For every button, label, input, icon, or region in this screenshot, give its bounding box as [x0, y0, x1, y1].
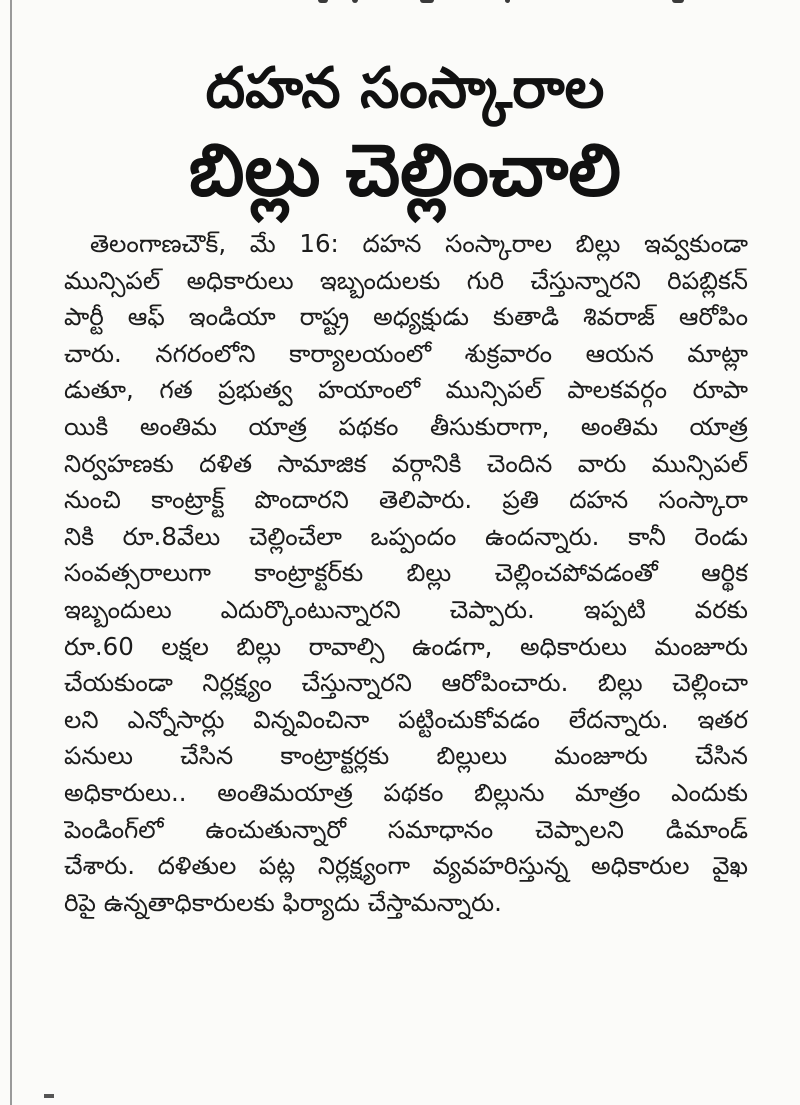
headline-line-2: బిల్లు చెల్లించాలి: [188, 128, 622, 212]
article-line: రిపై ఉన్నతాధికారులకు ఫిర్యాదు చేస్తామన్నారు.: [64, 887, 502, 917]
article-line: అధికారులు.. అంతిమయాత్ర పథకం బిల్లును మాత్రం ఎందుకు: [64, 777, 748, 807]
article-line: సంవత్సరాలుగా కాంట్రాక్టర్‌కు బిల్లు చెల్లించపోవడంతో ఆర్థిక: [64, 558, 748, 588]
article-line: నిర్వహణకు దళిత సామాజిక వర్గానికి చెందిన వారు మున్సిపల్: [64, 448, 748, 478]
article-line: పార్టీ ఆఫ్ ఇండియా రాష్ట్ర అధ్యక్షుడు కుతాడి శివరాజ్ ఆరోపిం: [64, 302, 748, 332]
cropped-next-content-fragment: [44, 1094, 54, 1098]
article-line: యికి అంతిమ యాత్ర పథకం తీసుకురాగా, అంతిమ యాత్ర: [64, 411, 748, 441]
article-line: నికి రూ.8వేలు చెల్లించేలా ఒప్పందం ఉందన్నారు. కానీ రెండు: [64, 521, 748, 551]
article-line: పనులు చేసిన కాంట్రాక్టర్లకు బిల్లులు మంజూరు చేసిన: [64, 741, 748, 771]
article-line: నుంచి కాంట్రాక్ట్ పొందారని తెలిపారు. ప్రతి దహన సంస్కారా: [64, 485, 748, 515]
article-line: పెండింగ్‌లో ఉంచుతున్నారో సమాధానం చెప్పాలని డిమాండ్: [64, 814, 748, 844]
article-body: [64, 226, 748, 921]
cropped-previous-article-fragment: [300, 0, 700, 8]
headline-line-1: దహన సంస్కారాల: [205, 56, 605, 121]
article-line: తెలంగాణచౌక్, మే 16: దహన సంస్కారాల బిల్లు ఇవ్వకుండా: [90, 229, 748, 258]
article-line: డుతూ, గత ప్రభుత్వ హయాంలో మున్సిపల్ పాలకవర్గం రూపా: [64, 375, 748, 405]
article-line: చారు. నగరంలోని కార్యాలయంలో శుక్రవారం ఆయన మాట్లా: [64, 338, 748, 368]
article-line: మున్సిపల్ అధికారులు ఇబ్బందులకు గురి చేస్తున్నారని రిపబ్లికన్: [64, 265, 748, 295]
article-line: చేశారు. దళితుల పట్ల నిర్లక్ష్యంగా వ్యవహరిస్తున్న అధికారుల వైఖ: [64, 851, 748, 881]
article-line: చేయకుండా నిర్లక్ష్యం చేస్తున్నారని ఆరోపించారు. బిల్లు చెల్లించా: [64, 668, 748, 698]
article-line: లని ఎన్నోసార్లు విన్నవించినా పట్టించుకోవడం లేదన్నారు. ఇతర: [64, 704, 748, 734]
article-line: రూ.60 లక్షల బిల్లు రావాల్సి ఉండగా, అధికారులు మంజూరు: [64, 631, 748, 661]
article-line: ఇబ్బందులు ఎదుర్కొంటున్నారని చెప్పారు. ఇప్పటి వరకు: [64, 594, 748, 624]
column-divider: [10, 0, 12, 1105]
